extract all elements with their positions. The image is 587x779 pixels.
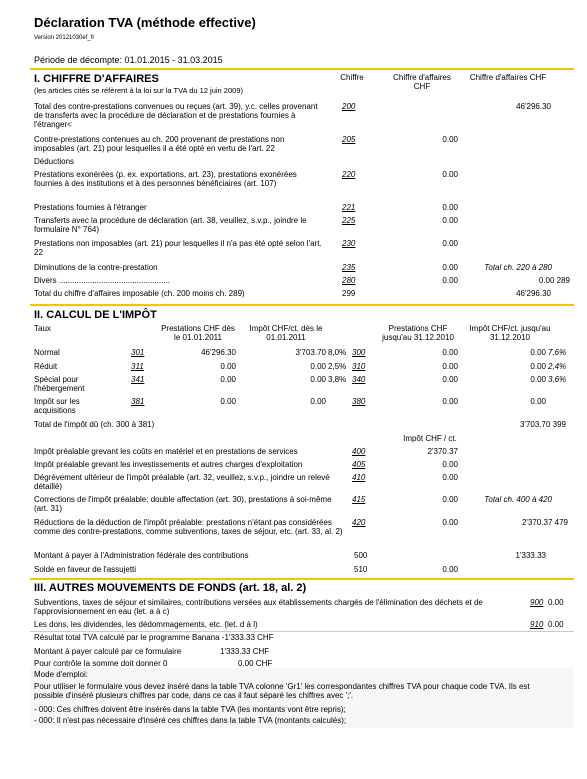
tax-row-rate1: 2,5% xyxy=(328,362,347,371)
col-taux-header: Taux xyxy=(34,324,51,333)
tax-row-rate1: 3,8% xyxy=(328,375,347,384)
row-221-value: 0.00 xyxy=(442,203,458,212)
tax-row-label: Réduit xyxy=(34,362,58,371)
controle-value: 0.00 CHF xyxy=(238,659,273,668)
tax-row-impot2: 0.00 xyxy=(530,397,546,406)
tax-row-rate2: 3,6% xyxy=(548,375,567,384)
row-200-code[interactable]: 200 xyxy=(342,102,356,111)
instructions-bullet: - 000: Ces chiffres doivent être insérés dans la table TVA (les montants vont être repris); xyxy=(34,705,346,714)
tax-row-prest2: 0.00 xyxy=(442,362,458,371)
row-299-label: Total du chiffre d'affaires imposable (ch. 200 moins ch. 289) xyxy=(34,289,245,298)
row-410-value: 0.00 xyxy=(442,473,458,482)
section-divider xyxy=(30,578,574,580)
tax-row-impot2: 0.00 xyxy=(530,362,546,371)
row-510-code: 510 xyxy=(354,565,368,574)
row-420-code[interactable]: 420 xyxy=(352,518,366,527)
tax-row-code[interactable]: 301 xyxy=(131,348,145,357)
row-221-label: Prestations fournies à l'étranger xyxy=(34,203,147,212)
row-405-code[interactable]: 405 xyxy=(352,460,366,469)
row-900-label: Subventions, taxes de séjour et similaires, contributions versées aux établissements chargés de l'élimination des déchets et de l'approvisionnement en eau (let. a à c) xyxy=(34,598,483,617)
tax-row-prest1: 46'296.30 xyxy=(201,348,236,357)
period-label: Période de décompte: 01.01.2015 - 31.03.2015 xyxy=(34,55,223,65)
row-400-value: 2'370.37 xyxy=(427,447,458,456)
row-410-label: Dégrèvement ultérieur de l'impôt préalable (art. 32, veuillez, s.v.p., joindre un relevé détaillé) xyxy=(34,473,330,492)
row-230-value: 0.00 xyxy=(442,239,458,248)
tax-row-code2[interactable]: 310 xyxy=(352,362,366,371)
tax-row-prest2: 0.00 xyxy=(442,348,458,357)
row-500-label: Montant à payer à l'Administration fédérale des contributions xyxy=(34,551,249,560)
row-230-label: Prestations non imposables (art. 21) pour lesquelles il n'a pas été opté selon l'art. 22 xyxy=(34,239,322,258)
row-235-label: Diminutions de la contre-prestation xyxy=(34,263,158,272)
row-479-value: 2'370.37 479 xyxy=(521,518,568,527)
tax-row-impot2: 0.00 xyxy=(530,375,546,384)
row-205-label: Contre-prestations contenues au ch. 200 provenant de prestations non imposables (art. 21) pour lesquelles il a été opté en vertu de l'art. 22 xyxy=(34,135,285,154)
row-910-code[interactable]: 910 xyxy=(530,620,544,629)
col-ca1-header: Chiffre d'affaires CHF xyxy=(393,73,451,92)
divider xyxy=(30,631,574,632)
row-220-code[interactable]: 220 xyxy=(342,170,356,179)
tax-row-impot1: 0.00 xyxy=(310,362,326,371)
row-235-code[interactable]: 235 xyxy=(342,263,356,272)
tax-row-impot2: 0.00 xyxy=(530,348,546,357)
row-225-label: Transferts avec la procédure de déclaration (art. 38, veuillez, s.v.p., joindre le formulaire N° 764) xyxy=(34,216,307,235)
row-415-code[interactable]: 415 xyxy=(352,495,366,504)
row-221-code[interactable]: 221 xyxy=(342,203,356,212)
row-500-value: 1'333.33 xyxy=(515,551,546,560)
tax-row-prest1: 0.00 xyxy=(220,362,236,371)
montant-value: 1'333.33 CHF xyxy=(220,647,270,656)
row-400-code[interactable]: 400 xyxy=(352,447,366,456)
row-200-value: 46'296.30 xyxy=(516,102,551,111)
tax-row-code2[interactable]: 340 xyxy=(352,375,366,384)
banana-result: Résultat total TVA calculé par le programme Banana -1'333.33 CHF xyxy=(34,633,274,642)
tax-row-label: Impôt sur les acquisitions xyxy=(34,397,80,416)
instructions-title: Mode d'emploi: xyxy=(34,670,88,679)
tax-row-rate2: 2,4% xyxy=(548,362,567,371)
tax-row-impot1: 0.00 xyxy=(310,397,326,406)
col-p2-header: Prestations CHF jusqu'au 31.12.2010 xyxy=(382,324,454,343)
tax-row-code2[interactable]: 380 xyxy=(352,397,366,406)
col-ca2-header: Chiffre d'affaires CHF xyxy=(469,73,547,82)
row-205-code[interactable]: 205 xyxy=(342,135,356,144)
col-i1-header: Impôt CHF/ct. dès le 01.01.2011 xyxy=(249,324,323,343)
row-405-value: 0.00 xyxy=(442,460,458,469)
tax-row-rate2: 7,6% xyxy=(548,348,567,357)
row-225-value: 0.00 xyxy=(442,216,458,225)
total-220-280-label: Total ch. 220 à 280 xyxy=(484,263,552,272)
tax-row-prest1: 0.00 xyxy=(220,397,236,406)
row-235-value: 0.00 xyxy=(442,263,458,272)
section-3-title: III. AUTRES MOUVEMENTS DE FONDS (art. 18, al. 2) xyxy=(34,582,307,594)
total-400-420-label: Total ch. 400 à 420 xyxy=(484,495,552,504)
section-1-subtitle: (les articles cités se réfèrent à la loi sur la TVA du 12 juin 2009) xyxy=(34,86,243,95)
row-280-value: 0.00 xyxy=(442,276,458,285)
row-200-label: Total des contre-prestations convenues ou reçues (art. 39), y.c. celles provenant de transferts avec la procédure de déclaration et de prestations fournies à l'étranger< xyxy=(34,102,318,130)
row-510-label: Solde en faveur de l'assujetti xyxy=(34,565,137,574)
row-500-code: 500 xyxy=(354,551,368,560)
row-205-value: 0.00 xyxy=(442,135,458,144)
row-299-value: 46'296.30 xyxy=(516,289,551,298)
col-p1-header: Prestations CHF dès le 01.01.2011 xyxy=(161,324,235,343)
col-i2-header: Impôt CHF/ct. jusqu'au 31.12.2010 xyxy=(469,324,551,343)
row-289-value: 0.00 289 xyxy=(538,276,570,285)
instructions-bullet: - 000: Il n'est pas nécessaire d'inséré ces chiffres dans la table TVA (montants calculés); xyxy=(34,716,347,725)
row-280-code[interactable]: 280 xyxy=(342,276,356,285)
tax-row-code2[interactable]: 300 xyxy=(352,348,366,357)
section-divider xyxy=(30,304,574,306)
row-910-value: 0.00 xyxy=(548,620,564,629)
row-420-value: 0.00 xyxy=(442,518,458,527)
col-chiffre-header: Chiffre xyxy=(340,73,364,82)
row-405-label: Impôt préalable grevant les investissements et autres charges d'exploitation xyxy=(34,460,303,469)
page-title: Déclaration TVA (méthode effective) xyxy=(34,15,256,30)
total-impot-label: Total de l'impôt dû (ch. 300 à 381) xyxy=(34,420,155,429)
row-400-label: Impôt préalable grevant les coûts en matériel et en prestations de services xyxy=(34,447,298,456)
tax-row-prest2: 0.00 xyxy=(442,375,458,384)
tax-row-label: Spécial pour l'hébergement xyxy=(34,375,85,394)
tax-row-code[interactable]: 381 xyxy=(131,397,145,406)
version-label: Version 20121030ef_fr xyxy=(34,35,95,41)
tax-row-prest2: 0.00 xyxy=(442,397,458,406)
total-impot-value: 3'703.70 399 xyxy=(519,420,566,429)
controle-label: Pour contrôle la somme doit donner 0 xyxy=(34,659,168,668)
tax-row-prest1: 0.00 xyxy=(220,375,236,384)
montant-label: Montant à payer calculé par ce formulaire xyxy=(34,647,182,656)
tax-row-code[interactable]: 311 xyxy=(131,362,144,371)
section-2-title: II. CALCUL DE L'IMPÔT xyxy=(34,309,157,321)
section-1-title: I. CHIFFRE D'AFFAIRES xyxy=(34,73,159,85)
row-280-label: Divers .................................................. xyxy=(34,276,171,285)
row-420-label: Réductions de la déduction de l'impôt préalable: prestations n'étant pas considérées comme des contre-prestations, comme subventions, taxes de séjour, etc. (art. 33, al. 2) xyxy=(34,518,343,537)
row-415-label: Corrections de l'impôt préalable: double affectation (art. 30), prestations à soi-même (art. 31) xyxy=(34,495,332,514)
impot-header: Impôt CHF / ct. xyxy=(403,434,457,443)
row-220-value: 0.00 xyxy=(442,170,458,179)
row-510-value: 0.00 xyxy=(442,565,458,574)
deductions-label: Déductions xyxy=(34,157,75,166)
row-410-code[interactable]: 410 xyxy=(352,473,366,482)
tax-row-code[interactable]: 341 xyxy=(131,375,145,384)
row-900-value: 0.00 xyxy=(548,598,564,607)
instructions-paragraph: Pour utiliser le formulaire vous devez inséré dans la table TVA colonne 'Gr1' les correspondantes chiffres TVA pour chaque code TVA. Ils est possible d'inséré plusieurs chiffres par code, dans ce cas il faut séparé les chiffres avec ';'. xyxy=(34,682,530,701)
row-415-value: 0.00 xyxy=(442,495,458,504)
row-299-code: 299 xyxy=(342,289,356,298)
tax-row-impot1: 0.00 xyxy=(310,375,326,384)
row-910-label: Les dons, les dividendes, les dédommagements, etc. (let. d à l) xyxy=(34,620,258,629)
row-220-label: Prestations exonérées (p. ex. exportations, art. 23), prestations exonérées fournies à des institutions et à des personnes bénéficiaires (art. 107) xyxy=(34,170,297,189)
section-divider xyxy=(30,68,574,70)
tax-row-rate1: 8,0% xyxy=(328,348,347,357)
row-900-code[interactable]: 900 xyxy=(530,598,544,607)
tax-row-label: Normal xyxy=(34,348,60,357)
row-225-code[interactable]: 225 xyxy=(342,216,356,225)
tax-row-impot1: 3'703.70 xyxy=(295,348,326,357)
row-230-code[interactable]: 230 xyxy=(342,239,356,248)
